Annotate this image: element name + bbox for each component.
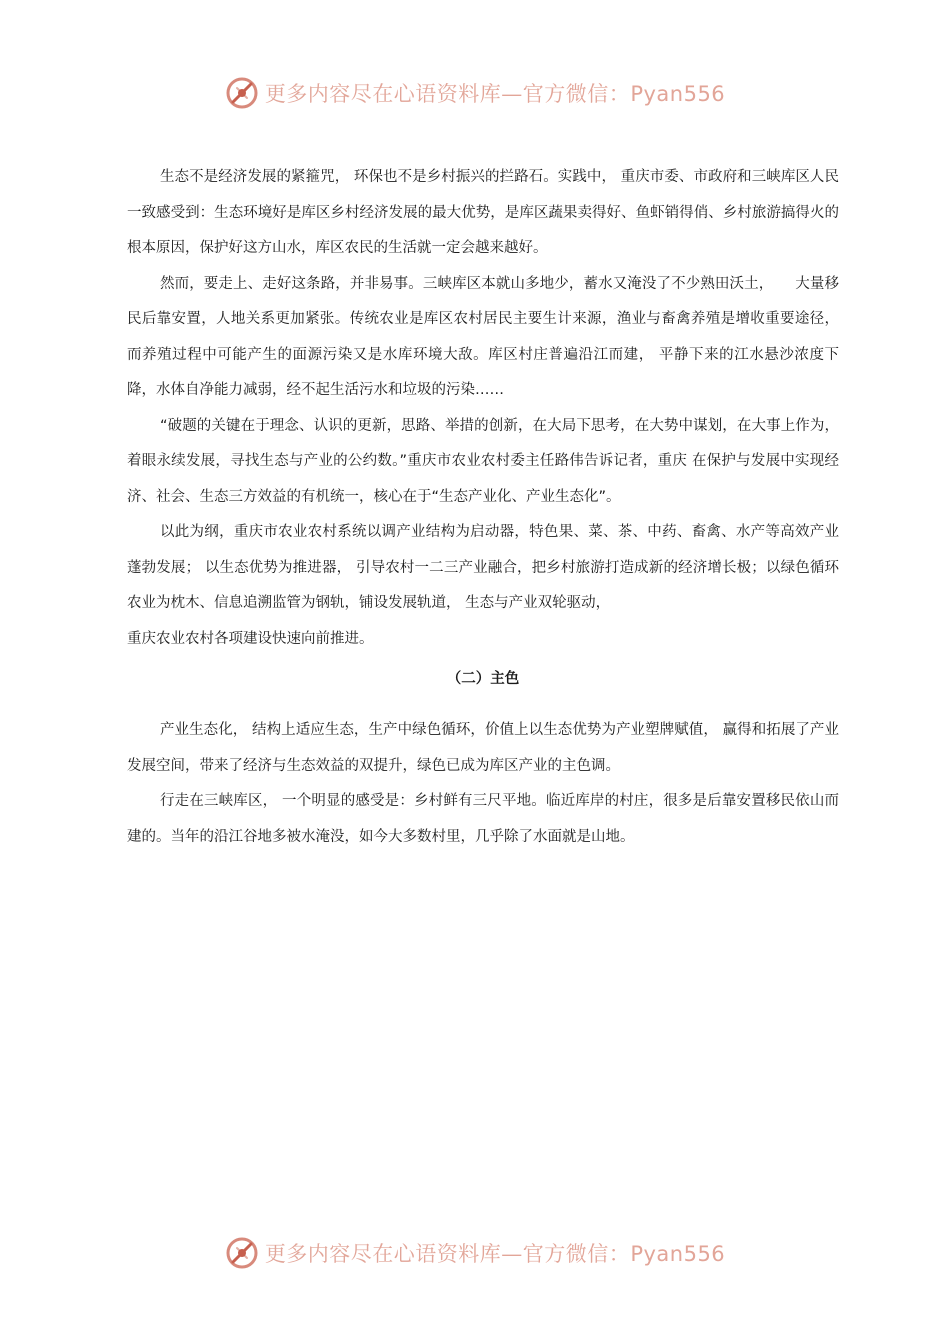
- paragraph-5: 重庆农业农村各项建设快速向前推进。: [127, 630, 374, 647]
- paragraph-7: 行走在三峡库区， 一个明显的感受是：乡村鲜有三尺平地。临近库岸的村庄，很多是后靠安置移民依山而建的。当年的沿江谷地多被水淹没，如今大多数村里，几乎除了水面就是山地。: [127, 793, 839, 845]
- paragraph-4: 以此为纲，重庆市农业农村系统以调产业结构为启动器，特色果、菜、茶、中药、畜禽、水产等高效产业蓬勃发展； 以生态优势为推进器， 引导农村一二三产业融合，把乡村旅游打造成新的经济增长极；以绿色循环农业为枕木、信息追溯监管为钢轨，铺设发展轨道， 生态与产业双轮驱动，: [127, 524, 839, 611]
- watermark-logo-icon: [225, 1236, 259, 1270]
- watermark-text-cn: 更多内容尽在心语资料库—官方微信：: [264, 1242, 631, 1266]
- footer-watermark: [0, 1233, 950, 1273]
- section-heading: （二）主色: [446, 671, 520, 687]
- watermark-text-id: Pyan556: [630, 82, 726, 106]
- watermark-text-cn: 更多内容尽在心语资料库—官方微信：: [264, 82, 631, 106]
- paragraph-1: 生态不是经济发展的紧箍咒， 环保也不是乡村振兴的拦路石。实践中， 重庆市委、市政府和三峡库区人民一致感受到：生态环境好是库区乡村经济发展的最大优势，是库区蔬果卖得好、鱼虾销得俏、乡村旅游搞得火的根本原因，保护好这方山水，库区农民的生活就一定会越来越好。: [127, 169, 839, 256]
- watermark-text: [265, 78, 725, 108]
- document-body: [127, 160, 839, 855]
- paragraph-6: 产业生态化， 结构上适应生态，生产中绿色循环，价值上以生态优势为产业塑牌赋值， 赢得和拓展了产业发展空间，带来了经济与生态效益的双提升，绿色已成为库区产业的主色调。: [127, 722, 839, 774]
- spacer: [127, 695, 839, 713]
- paragraph-2: 然而，要走上、走好这条路，并非易事。三峡库区本就山多地少，蓄水又淹没了不少熟田沃土， 大量移民后靠安置，人地关系更加紧张。传统农业是库区农村居民主要生计来源，渔业与畜禽养殖是增收重要途径， 而养殖过程中可能产生的面源污染又是水库环境大敌。库区村庄普遍沿江而建， 平静下来的江水悬沙浓度下降，水体自净能力减弱，经不起生活污水和垃圾的污染……: [127, 275, 839, 398]
- watermark-logo-icon: [225, 76, 259, 110]
- watermark-text: [265, 1238, 725, 1268]
- header-watermark: [0, 73, 950, 113]
- watermark-text-id: Pyan556: [630, 1242, 726, 1266]
- paragraph-3: “破题的关键在于理念、认识的更新，思路、举措的创新，在大局下思考，在大势中谋划，在大事上作为，着眼永续发展，寻找生态与产业的公约数。”重庆市农业农村委主任路伟告诉记者，重庆 在保护与发展中实现经济、社会、生态三方效益的有机统一，核心在于“生态产业化、产业生态化”。: [127, 417, 839, 505]
